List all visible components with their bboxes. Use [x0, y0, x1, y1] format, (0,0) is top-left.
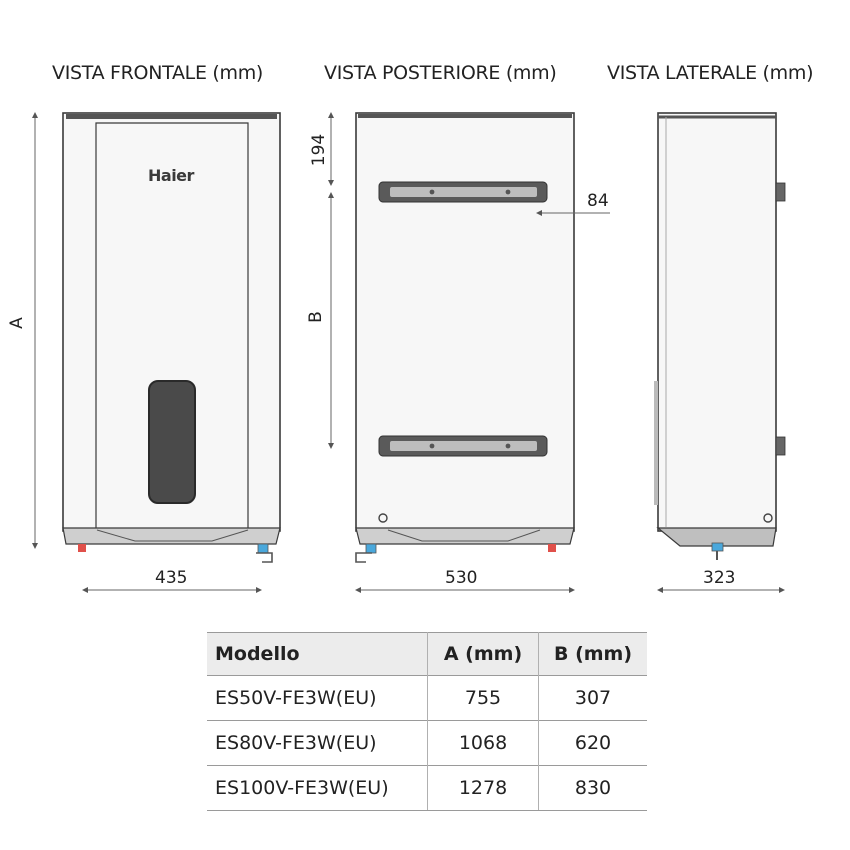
rear-upper-bracket-hole	[430, 190, 435, 195]
cell-model: ES50V-FE3W(EU)	[207, 676, 428, 721]
rear-view-title: VISTA POSTERIORE (mm)	[324, 62, 557, 84]
rear-offset-label: 194	[309, 133, 330, 167]
cell-b: 620	[539, 721, 648, 766]
rear-top-cap	[358, 114, 572, 118]
cell-b: 307	[539, 676, 648, 721]
header-model: Modello	[207, 633, 428, 676]
table-row	[207, 721, 647, 766]
dimension-a-label: A	[6, 317, 27, 329]
header-b: B (mm)	[539, 633, 648, 676]
table-row	[207, 766, 647, 811]
front-view-title: VISTA FRONTALE (mm)	[52, 62, 264, 84]
rear-upper-bracket-hole	[506, 190, 511, 195]
side-lower-bracket	[776, 437, 785, 455]
model-dimensions-table	[207, 632, 647, 811]
brand-logo: Haier	[148, 166, 194, 185]
side-view-title: VISTA LATERALE (mm)	[607, 62, 814, 84]
side-window-edge	[654, 381, 658, 505]
side-view	[654, 113, 785, 590]
cell-model: ES100V-FE3W(EU)	[207, 766, 428, 811]
front-width-label: 435	[155, 568, 188, 588]
cell-b: 830	[539, 766, 648, 811]
rear-lower-bracket-slot	[390, 441, 537, 451]
side-body	[658, 113, 776, 531]
cell-a: 1278	[428, 766, 539, 811]
front-top-cap	[66, 114, 277, 119]
rear-body	[356, 113, 574, 531]
side-cold-pipe	[712, 543, 723, 551]
rear-view	[331, 113, 610, 590]
table-header-row	[207, 633, 647, 676]
rear-valve	[356, 553, 372, 562]
front-hot-pipe	[78, 544, 86, 552]
cell-a: 755	[428, 676, 539, 721]
header-a: A (mm)	[428, 633, 539, 676]
cell-model: ES80V-FE3W(EU)	[207, 721, 428, 766]
side-upper-bracket	[776, 183, 785, 201]
side-depth-label: 323	[703, 568, 736, 588]
rear-width-label: 530	[445, 568, 478, 588]
front-valve	[256, 553, 272, 562]
rear-hot-pipe	[548, 544, 556, 552]
rear-cold-pipe	[366, 544, 376, 553]
rear-upper-bracket-slot	[390, 187, 537, 197]
rear-lower-bracket-hole	[430, 444, 435, 449]
front-cold-pipe	[258, 544, 268, 553]
dimension-b-label: B	[305, 311, 326, 323]
cell-a: 1068	[428, 721, 539, 766]
rear-lower-bracket-hole	[506, 444, 511, 449]
rear-bracket-depth-label: 84	[587, 191, 609, 211]
table-row	[207, 676, 647, 721]
front-display-window	[149, 381, 195, 503]
